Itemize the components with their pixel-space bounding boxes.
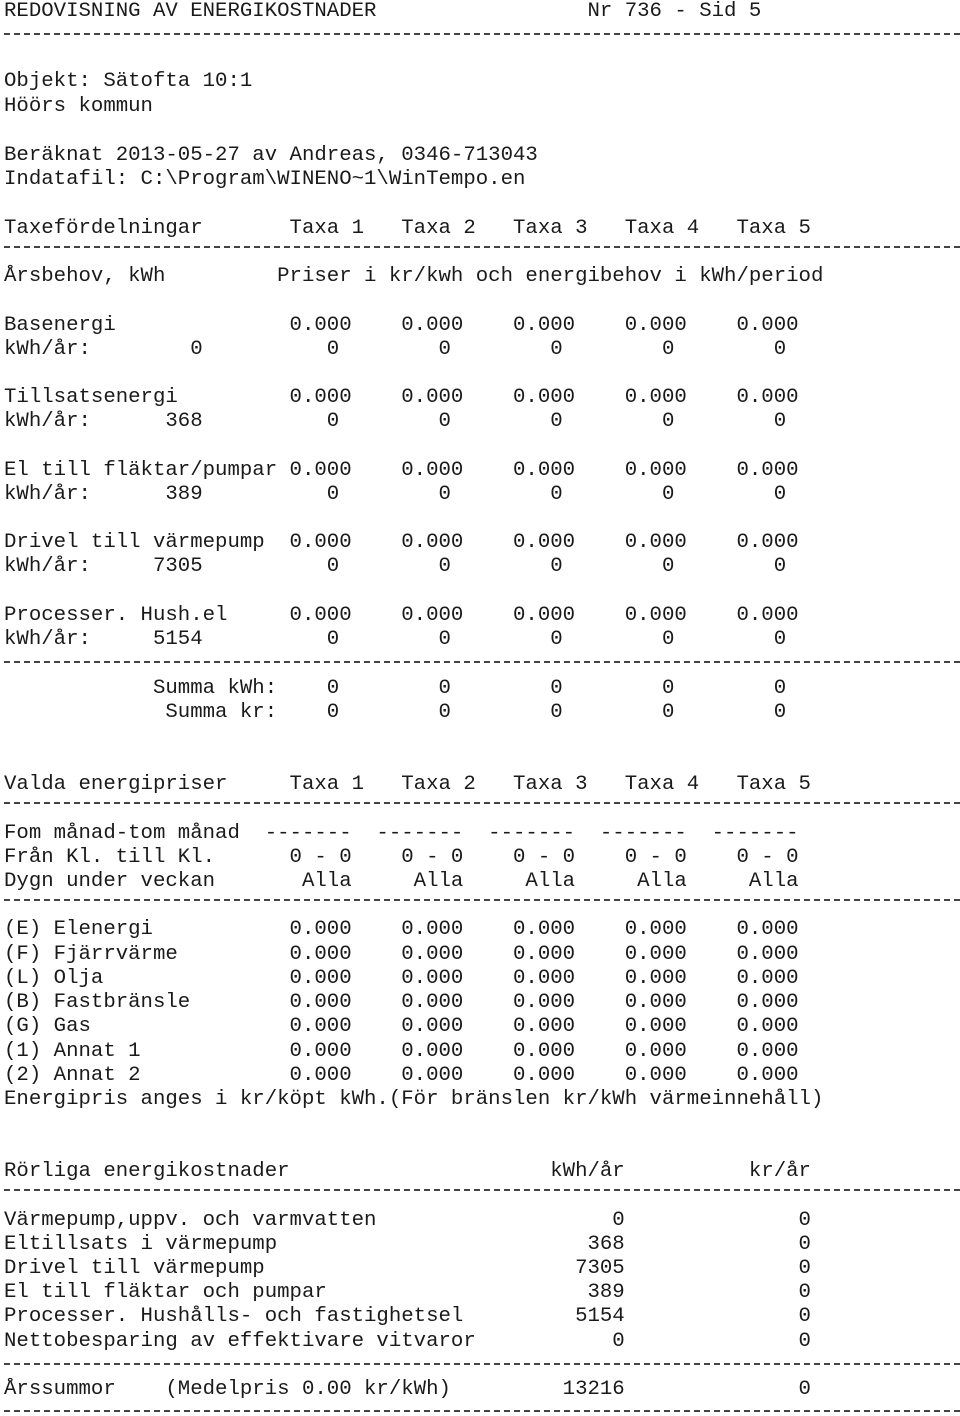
month-range-row: Fom månad-tom månad ------- ------- ------- ------- ------- — [4, 822, 799, 845]
base-energy-prices: Basenergi 0.000 0.000 0.000 0.000 0.000 — [4, 314, 799, 337]
separator — [4, 1363, 960, 1365]
price-row-other-1: (1) Annat 1 0.000 0.000 0.000 0.000 0.000 — [4, 1040, 799, 1063]
cost-row-process-household: Processer. Hushålls- och fastighetsel 5154 0 — [4, 1305, 811, 1328]
price-row-solid-fuel: (B) Fastbränsle 0.000 0.000 0.000 0.000 0.000 — [4, 991, 799, 1014]
separator — [4, 33, 960, 35]
weekday-row: Dygn under veckan Alla Alla Alla Alla Alla — [4, 870, 799, 893]
separator — [4, 246, 960, 248]
cost-row-appliance-savings: Nettobesparing av effektivare vitvaror 0 0 — [4, 1330, 811, 1353]
price-row-oil: (L) Olja 0.000 0.000 0.000 0.000 0.000 — [4, 967, 799, 990]
tariff-header: Taxefördelningar Taxa 1 Taxa 2 Taxa 3 Taxa 4 Taxa 5 — [4, 217, 811, 240]
cost-row-electric-supplement: Eltillsats i värmepump 368 0 — [4, 1233, 811, 1256]
annual-demand-header: Årsbehov, kWh Priser i kr/kwh och energibehov i kWh/period — [4, 265, 824, 288]
input-file-line: Indatafil: C:\Program\WINENO~1\WinTempo.en — [4, 168, 526, 191]
base-energy-kwh: kWh/år: 0 0 0 0 0 0 — [4, 338, 787, 361]
additional-energy-kwh: kWh/år: 368 0 0 0 0 0 — [4, 410, 787, 433]
price-row-electricity: (E) Elenergi 0.000 0.000 0.000 0.000 0.000 — [4, 918, 799, 941]
separator — [4, 1410, 960, 1412]
report-header: REDOVISNING AV ENERGIKOSTNADER Nr 736 - Sid 5 — [4, 0, 762, 23]
annual-totals-row: Årssummor (Medelpris 0.00 kr/kWh) 13216 0 — [4, 1378, 811, 1401]
price-row-district-heating: (F) Fjärrvärme 0.000 0.000 0.000 0.000 0.000 — [4, 943, 799, 966]
separator — [4, 802, 960, 804]
municipality-line: Höörs kommun — [4, 95, 153, 118]
separator — [4, 899, 960, 901]
heat-pump-drive-kwh: kWh/år: 7305 0 0 0 0 0 — [4, 555, 787, 578]
cost-row-heat-pump-drive: Drivel till värmepump 7305 0 — [4, 1257, 811, 1280]
separator — [4, 1189, 960, 1191]
process-household-kwh: kWh/år: 5154 0 0 0 0 0 — [4, 628, 787, 651]
time-range-row: Från Kl. till Kl. 0 - 0 0 - 0 0 - 0 0 - 0 0 - 0 — [4, 846, 799, 869]
variable-costs-header: Rörliga energikostnader kWh/år kr/år — [4, 1160, 811, 1183]
object-line: Objekt: Sätofta 10:1 — [4, 70, 253, 93]
fans-pumps-kwh: kWh/år: 389 0 0 0 0 0 — [4, 483, 787, 506]
cost-row-fans-pumps: El till fläktar och pumpar 389 0 — [4, 1281, 811, 1304]
price-row-other-2: (2) Annat 2 0.000 0.000 0.000 0.000 0.000 — [4, 1064, 799, 1087]
price-note: Energipris anges i kr/köpt kWh.(För bränslen kr/kWh värmeinnehåll) — [4, 1088, 824, 1111]
cost-row-heat-pump: Värmepump,uppv. och varmvatten 0 0 — [4, 1209, 811, 1232]
separator — [4, 661, 960, 663]
process-household-prices: Processer. Hush.el 0.000 0.000 0.000 0.000 0.000 — [4, 604, 799, 627]
price-row-gas: (G) Gas 0.000 0.000 0.000 0.000 0.000 — [4, 1015, 799, 1038]
heat-pump-drive-prices: Drivel till värmepump 0.000 0.000 0.000 0.000 0.000 — [4, 531, 799, 554]
calculated-line: Beräknat 2013-05-27 av Andreas, 0346-713043 — [4, 144, 538, 167]
sum-kr: Summa kr: 0 0 0 0 0 — [4, 701, 787, 724]
additional-energy-prices: Tillsatsenergi 0.000 0.000 0.000 0.000 0.000 — [4, 386, 799, 409]
sum-kwh: Summa kWh: 0 0 0 0 0 — [4, 677, 787, 700]
selected-prices-header: Valda energipriser Taxa 1 Taxa 2 Taxa 3 Taxa 4 Taxa 5 — [4, 773, 811, 796]
fans-pumps-prices: El till fläktar/pumpar 0.000 0.000 0.000 0.000 0.000 — [4, 459, 799, 482]
